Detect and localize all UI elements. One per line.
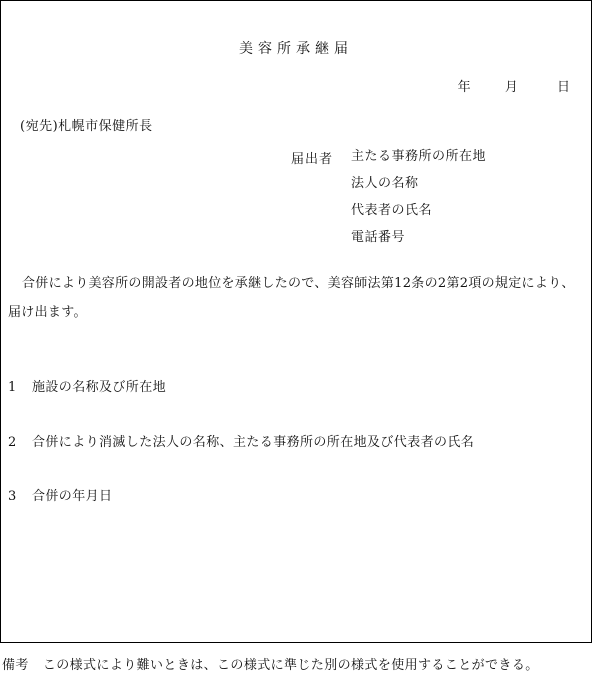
notifier-field-corporation-name: 法人の名称 xyxy=(351,176,419,191)
month-label: 月 xyxy=(504,80,518,95)
item-text: 合併の年月日 xyxy=(32,489,113,504)
notifier-label: 届出者 xyxy=(291,152,334,167)
notifier-field-representative-name: 代表者の氏名 xyxy=(351,203,433,218)
addressee: (宛先)札幌市保健所長 xyxy=(20,119,153,134)
footnote-text: この様式により難いときは、この様式に準じた別の様式を使用することができる。 xyxy=(42,658,539,673)
item-merger-date xyxy=(8,485,112,504)
date-line xyxy=(458,76,570,95)
item-number: 1 xyxy=(8,380,17,395)
footnote xyxy=(2,654,539,673)
year-label: 年 xyxy=(457,80,471,95)
declaration-text: 合併により美容所の開設者の地位を承継したので、美容師法第12条の2第2項の規定により、届け出ます。 xyxy=(8,276,575,320)
footnote-label: 備考 xyxy=(2,658,29,673)
notifier-field-phone-number: 電話番号 xyxy=(351,230,406,245)
item-dissolved-corporation xyxy=(8,431,474,450)
notifier-field-office-address: 主たる事務所の所在地 xyxy=(351,149,487,164)
item-facility xyxy=(8,376,166,395)
item-text: 合併により消滅した法人の名称、主たる事務所の所在地及び代表者の氏名 xyxy=(32,435,475,450)
notifier-fields xyxy=(351,148,486,256)
item-number: 2 xyxy=(8,435,17,450)
item-text: 施設の名称及び所在地 xyxy=(32,380,167,395)
item-number: 3 xyxy=(8,489,17,504)
day-label: 日 xyxy=(556,80,570,95)
form-title: 美容所承継届 xyxy=(239,41,353,57)
